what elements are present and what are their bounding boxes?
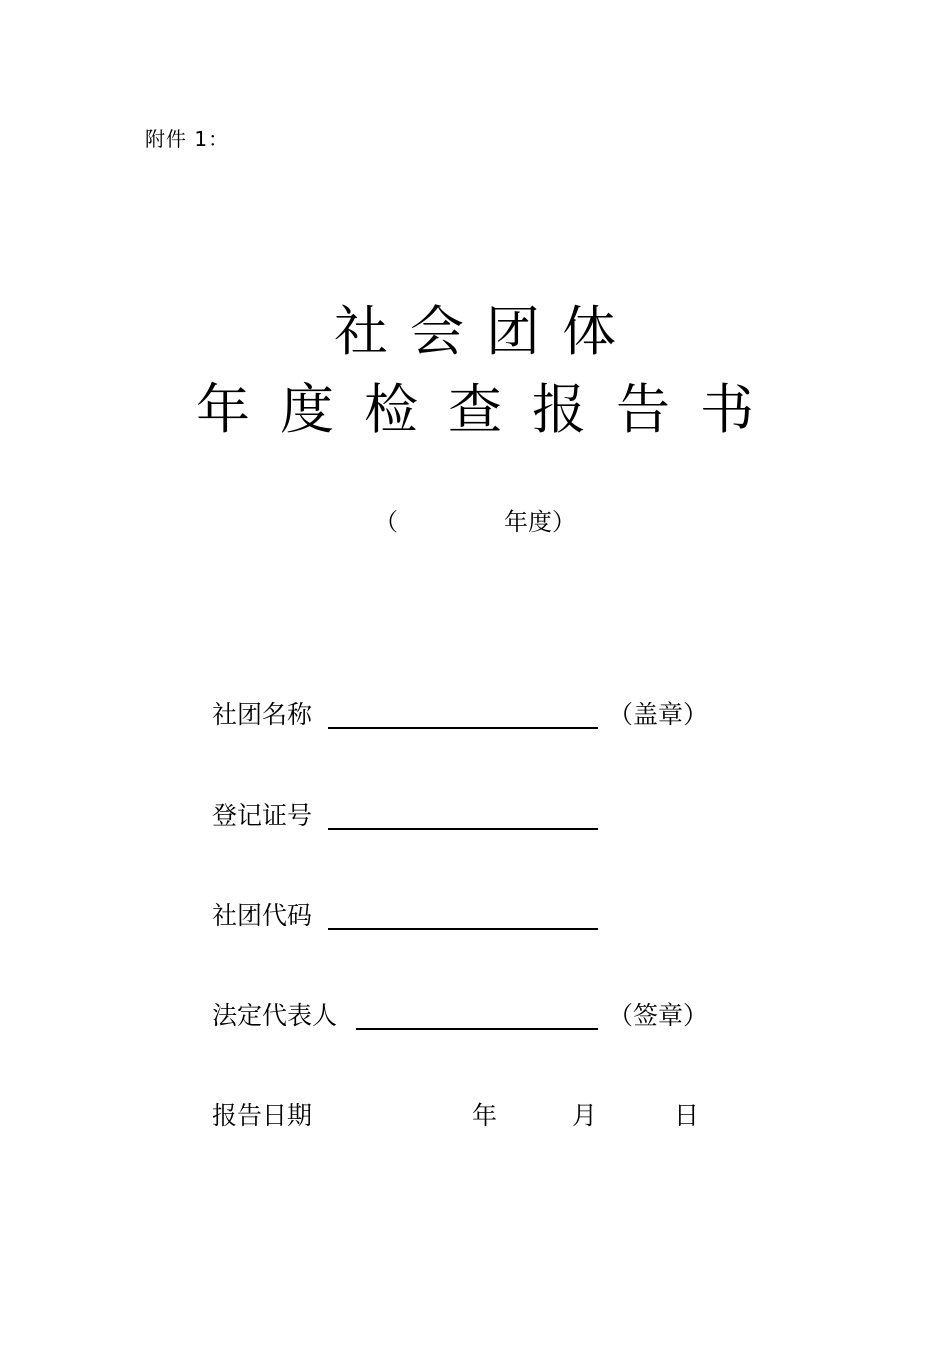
org-code-field[interactable] <box>328 928 598 930</box>
org-name-label: 社团名称 <box>212 700 313 729</box>
report-date-label: 报告日期 <box>212 1101 313 1130</box>
year-open-paren: （ <box>374 508 398 536</box>
legal-representative-sign-note: （签章） <box>608 1001 709 1030</box>
report-date-month: 月 <box>572 1101 598 1130</box>
org-name-seal-note: （盖章） <box>608 700 709 729</box>
report-date-day: 日 <box>674 1101 700 1130</box>
registration-number-label: 登记证号 <box>212 801 313 830</box>
registration-number-field[interactable] <box>328 828 598 830</box>
year-label: 年度） <box>504 508 576 536</box>
legal-representative-field[interactable] <box>356 1028 598 1030</box>
attachment-label: 附件 1： <box>145 127 230 151</box>
report-date-year: 年 <box>472 1101 498 1130</box>
org-code-label: 社团代码 <box>212 901 313 930</box>
org-name-field[interactable] <box>328 727 598 729</box>
title-line-2: 年度检查报告书 <box>196 378 784 441</box>
legal-representative-label: 法定代表人 <box>212 1001 338 1030</box>
title-line-1: 社会团体 <box>334 300 638 363</box>
